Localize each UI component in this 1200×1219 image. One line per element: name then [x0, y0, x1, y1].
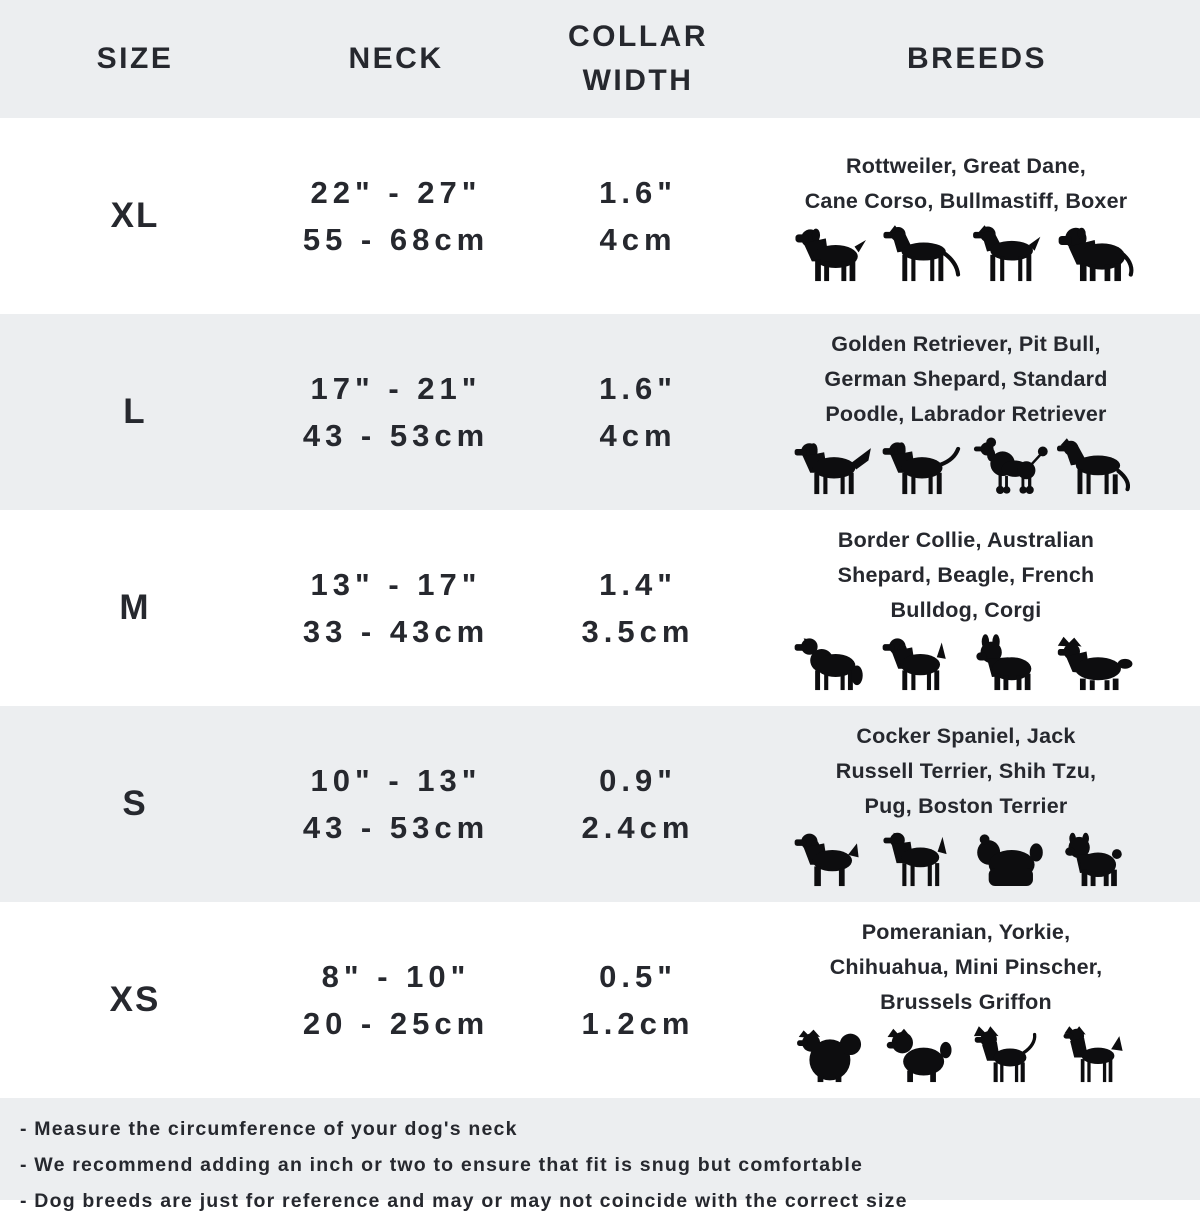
breeds-line: Russell Terrier, Shih Tzu,	[835, 759, 1097, 783]
collar-width-l	[522, 365, 754, 459]
breeds-line: Pomeranian, Yorkie,	[861, 920, 1071, 944]
pomeranian-icon	[793, 1025, 875, 1085]
breed-icons-xs	[793, 1025, 1139, 1085]
breeds-cell-m	[754, 510, 1200, 706]
header-neck: NECK	[348, 42, 444, 75]
collar-width-s	[522, 757, 754, 851]
breeds-cell-xl	[754, 118, 1200, 314]
size-label-xs: XS	[109, 980, 161, 1019]
neck-inches: 8" - 10"	[321, 959, 471, 994]
collar-width-cm: 4cm	[599, 222, 677, 257]
collar-width-cm: 4cm	[599, 418, 677, 453]
collar-width-cm: 2.4cm	[581, 810, 695, 845]
size-label-xl: XL	[110, 196, 160, 235]
size-label-l: L	[123, 392, 147, 431]
size-label-s: S	[122, 784, 148, 823]
jack-russell-terrier-icon	[881, 829, 963, 889]
neck-cm: 43 - 53cm	[302, 418, 490, 453]
collar-width-inches: 0.9"	[599, 763, 677, 798]
neck-measurement-m	[270, 561, 522, 655]
cocker-spaniel-icon	[793, 829, 875, 889]
breeds-line: Poodle, Labrador Retriever	[825, 402, 1107, 426]
breeds-line: Golden Retriever, Pit Bull,	[831, 332, 1101, 356]
collar-width-cm: 3.5cm	[581, 614, 695, 649]
breeds-line: Bulldog, Corgi	[890, 598, 1042, 622]
neck-inches: 10" - 13"	[310, 763, 482, 798]
collar-width-inches: 1.4"	[599, 567, 677, 602]
breeds-line: Cocker Spaniel, Jack	[856, 724, 1076, 748]
border-collie-icon	[793, 633, 875, 693]
collar-width-inches: 0.5"	[599, 959, 677, 994]
pit-bull-icon	[881, 437, 963, 497]
size-row-m	[0, 510, 1200, 706]
collar-width-xl	[522, 169, 754, 263]
breed-icons-xl	[793, 224, 1139, 284]
breed-icons-m	[793, 633, 1139, 693]
shih-tzu-icon	[969, 829, 1051, 889]
breeds-list	[805, 149, 1128, 219]
breeds-line: Cane Corso, Bullmastiff, Boxer	[804, 188, 1128, 213]
great-dane-icon	[881, 224, 963, 284]
corgi-icon	[1057, 633, 1139, 693]
breeds-line: Border Collie, Australian	[837, 528, 1095, 552]
header-size: SIZE	[96, 42, 174, 75]
neck-cm: 55 - 68cm	[302, 222, 490, 257]
breeds-line: Rottweiler, Great Dane,	[846, 153, 1086, 178]
neck-inches: 13" - 17"	[310, 567, 482, 602]
collar-width-cm: 1.2cm	[581, 1006, 695, 1041]
neck-cm: 33 - 43cm	[302, 614, 490, 649]
french-bulldog-icon	[969, 633, 1051, 693]
collar-width-xs	[522, 953, 754, 1047]
breeds-cell-l	[754, 314, 1200, 510]
header-collar-width: COLLAR WIDTH	[568, 20, 708, 97]
note-measure: - Measure the circumference of your dog's neck	[20, 1118, 518, 1140]
breeds-line: Shepard, Beagle, French	[837, 563, 1095, 587]
breeds-line: German Shepard, Standard	[824, 367, 1108, 391]
size-row-s	[0, 706, 1200, 902]
mini-pinscher-icon	[1057, 1025, 1139, 1085]
cane-corso-icon	[969, 224, 1051, 284]
header-breeds: BREEDS	[906, 42, 1048, 75]
table-header-row	[0, 0, 1200, 118]
neck-inches: 22" - 27"	[310, 175, 482, 210]
breeds-list	[836, 719, 1096, 824]
size-label-m: M	[119, 588, 151, 627]
breeds-line: Brussels Griffon	[880, 990, 1052, 1014]
bullmastiff-icon	[1057, 224, 1139, 284]
breeds-cell-s	[754, 706, 1200, 902]
neck-measurement-xl	[270, 169, 522, 263]
german-shepherd-icon	[1057, 437, 1139, 497]
breeds-line: Pug, Boston Terrier	[864, 794, 1068, 818]
golden-retriever-icon	[793, 437, 875, 497]
chihuahua-icon	[969, 1025, 1051, 1085]
breed-icons-s	[793, 829, 1139, 889]
beagle-icon	[881, 633, 963, 693]
neck-cm: 20 - 25cm	[302, 1006, 490, 1041]
neck-measurement-l	[270, 365, 522, 459]
size-row-l	[0, 314, 1200, 510]
rottweiler-icon	[793, 224, 875, 284]
footer-notes	[0, 1098, 1200, 1212]
standard-poodle-icon	[969, 437, 1051, 497]
neck-inches: 17" - 21"	[310, 371, 482, 406]
breeds-line: Chihuahua, Mini Pinscher,	[829, 955, 1103, 979]
collar-width-inches: 1.6"	[599, 371, 677, 406]
note-reference: - Dog breeds are just for reference and may or may not coincide with the correct size	[20, 1190, 908, 1212]
neck-cm: 43 - 53cm	[302, 810, 490, 845]
note-recommend: - We recommend adding an inch or two to ensure that fit is snug but comfortable	[20, 1154, 864, 1176]
breeds-list	[824, 327, 1107, 432]
breed-icons-l	[793, 437, 1139, 497]
yorkie-icon	[881, 1025, 963, 1085]
size-row-xl	[0, 118, 1200, 314]
collar-width-m	[522, 561, 754, 655]
neck-measurement-s	[270, 757, 522, 851]
neck-measurement-xs	[270, 953, 522, 1047]
breeds-list	[838, 523, 1095, 628]
size-row-xs	[0, 902, 1200, 1098]
collar-width-inches: 1.6"	[599, 175, 677, 210]
breeds-cell-xs	[754, 902, 1200, 1098]
pug-icon	[1057, 829, 1139, 889]
breeds-list	[830, 915, 1103, 1020]
